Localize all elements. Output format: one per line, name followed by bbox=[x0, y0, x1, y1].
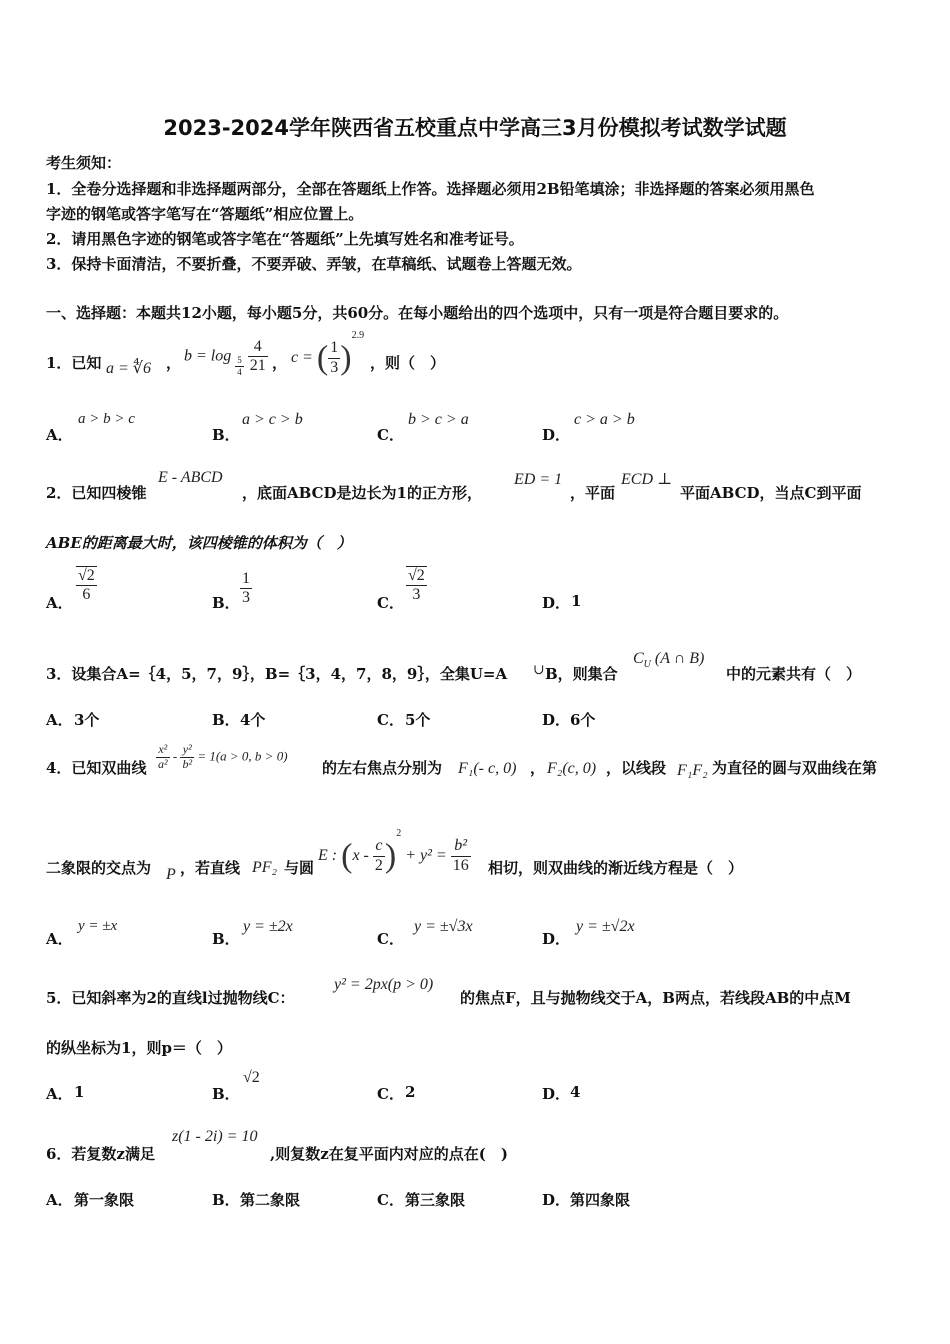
q4-f1: F₁(- c, 0) bbox=[458, 760, 517, 777]
notice-heading: 考生须知： bbox=[46, 154, 122, 172]
q4-line-2d: 相切，则双曲线的渐近线方程是（ ） bbox=[488, 859, 744, 877]
q1-b-expr: b = log $\frac{5}{4}$ $\frac{4}{21}$ bbox=[184, 338, 266, 377]
q6-option-c-letter[interactable]: C． bbox=[377, 1191, 404, 1209]
q2-stem-d: 平面ABCD，当点C到平面 bbox=[680, 484, 862, 502]
q1-option-b-letter[interactable]: B． bbox=[212, 426, 240, 444]
q1-b-base: $\frac{5}{4}$ bbox=[237, 355, 242, 377]
q5-stem-a: 5．已知斜率为2的直线l过抛物线C： bbox=[46, 989, 295, 1007]
q6-option-b-letter[interactable]: B． bbox=[212, 1191, 240, 1209]
q1-option-d[interactable]: c > a > b bbox=[574, 411, 635, 428]
q5-option-b[interactable]: √2 bbox=[243, 1069, 260, 1086]
q1-c-fraction: $\frac{1}{3}$ bbox=[330, 339, 339, 376]
q6-option-b[interactable]: 第二象限 bbox=[240, 1191, 301, 1209]
q1-option-d-letter[interactable]: D． bbox=[542, 426, 571, 444]
q4-option-c-letter[interactable]: C． bbox=[377, 930, 404, 948]
q4-stem-b: 的左右焦点分别为 bbox=[322, 759, 443, 777]
q6-option-a-letter[interactable]: A． bbox=[46, 1191, 73, 1209]
notice-line-2: 2．请用黑色字迹的钢笔或答字笔在“答题纸”上先填写姓名和准考证号。 bbox=[46, 230, 524, 248]
q4-line-2c: 与圆 bbox=[284, 859, 315, 877]
q4-option-b-letter[interactable]: B． bbox=[212, 930, 240, 948]
q3-union: ∪ bbox=[533, 663, 545, 678]
q4-hyperbola: $\frac{\text{x²}}{\text{a²}}$ - $\frac{\text{y²}}{\text{b²}}$ = 1(a > 0, b > 0) bbox=[158, 742, 288, 771]
q1-option-b[interactable]: a > c > b bbox=[242, 411, 303, 428]
q6-option-d-letter[interactable]: D． bbox=[542, 1191, 571, 1209]
q2-stem-a: 2．已知四棱锥 bbox=[46, 484, 147, 502]
notice-line-3: 3．保持卡面清洁，不要折叠，不要弄破、弄皱，在草稿纸、试题卷上答题无效。 bbox=[46, 255, 582, 273]
notice-line-1b: 字迹的钢笔或答字笔写在“答题纸”相应位置上。 bbox=[46, 205, 364, 223]
q6-expr: z(1 - 2i) = 10 bbox=[172, 1128, 258, 1145]
q5-line-2: 的纵坐标为1，则p＝（ ） bbox=[46, 1039, 232, 1057]
q2-option-a[interactable]: $\frac{√2}{6}$ bbox=[78, 567, 95, 604]
q6-option-d[interactable]: 第四象限 bbox=[570, 1191, 631, 1209]
q1-stem-c: ， bbox=[272, 354, 288, 372]
page-title: 2023-2024学年陕西省五校重点中学高三3月份模拟考试数学试题 bbox=[163, 116, 787, 140]
q2-option-d-letter[interactable]: D． bbox=[542, 594, 571, 612]
q1-option-a[interactable]: a > b > c bbox=[78, 411, 135, 427]
q3-option-b-letter[interactable]: B． bbox=[212, 711, 240, 729]
q3-option-c-letter[interactable]: C． bbox=[377, 711, 404, 729]
q2-option-c[interactable]: $\frac{√2}{3}$ bbox=[408, 567, 425, 604]
q4-circle: E : (x - $\frac{c}{2}$ )$^2$ + y² = $\frac{\text{b²}}{16}$ bbox=[318, 828, 469, 875]
q4-f2: F₂(c, 0) bbox=[547, 760, 597, 777]
q2-expr-2: ED = 1 bbox=[514, 471, 563, 488]
q3-option-b[interactable]: 4个 bbox=[240, 711, 266, 729]
q5-option-c[interactable]: 2 bbox=[405, 1083, 416, 1101]
q4-point-p: P bbox=[166, 866, 176, 883]
q6-stem-b: ,则复数z在复平面内对应的点在( ) bbox=[270, 1145, 508, 1163]
q2-stem-b: ，底面ABCD是边长为1的正方形， bbox=[242, 484, 482, 502]
q4-f1f2: F₁F₂ bbox=[677, 762, 708, 779]
q1-option-a-letter[interactable]: A． bbox=[46, 426, 73, 444]
q2-line-2: ABE的距离最大时，该四棱锥的体积为（ ） bbox=[46, 534, 352, 552]
q4-option-a-letter[interactable]: A． bbox=[46, 930, 73, 948]
q4-line-2b: ，若直线 bbox=[180, 859, 241, 877]
q4-stem-c: ， bbox=[530, 759, 546, 777]
q2-expr-3: ECD ⊥ bbox=[621, 471, 673, 488]
q4-option-d-letter[interactable]: D． bbox=[542, 930, 571, 948]
q2-option-a-letter[interactable]: A． bbox=[46, 594, 73, 612]
q6-option-c[interactable]: 第三象限 bbox=[405, 1191, 466, 1209]
q3-option-a-letter[interactable]: A． bbox=[46, 711, 73, 729]
q3-expr: $C_U$ (A ∩ B) bbox=[633, 650, 705, 671]
q5-stem-b: 的焦点F，且与抛物线交于A，B两点，若线段AB的中点M bbox=[460, 989, 851, 1007]
q4-stem-a: 4．已知双曲线 bbox=[46, 759, 147, 777]
q2-expr-1: E - ABCD bbox=[158, 469, 223, 486]
q3-stem-a: 3．设集合A=｛4，5，7，9｝，B=｛3，4，7，8，9｝，全集U=A bbox=[46, 665, 508, 683]
q1-b-fraction: $\frac{4}{21}$ bbox=[249, 338, 266, 375]
q3-option-d[interactable]: 6个 bbox=[570, 711, 596, 729]
q5-option-a-letter[interactable]: A． bbox=[46, 1085, 73, 1103]
q4-option-d[interactable]: y = ±√2x bbox=[576, 918, 635, 935]
q4-option-a[interactable]: y = ±x bbox=[78, 918, 118, 934]
q1-option-c[interactable]: b > c > a bbox=[408, 411, 469, 428]
q3-option-d-letter[interactable]: D． bbox=[542, 711, 571, 729]
q5-option-d[interactable]: 4 bbox=[570, 1083, 581, 1101]
q5-option-a[interactable]: 1 bbox=[74, 1083, 85, 1101]
q2-stem-c: ，平面 bbox=[570, 484, 616, 502]
q2-option-c-letter[interactable]: C． bbox=[377, 594, 404, 612]
q1-stem-end: ，则（ ） bbox=[370, 354, 446, 372]
q1-c-expr: c = ( $\frac{1}{3}$ )$^{2.9}$ bbox=[291, 330, 365, 377]
q3-option-c[interactable]: 5个 bbox=[405, 711, 431, 729]
q1-stem-a: 1．已知 bbox=[46, 354, 102, 372]
q5-option-d-letter[interactable]: D． bbox=[542, 1085, 571, 1103]
q5-expr: y² = 2px(p > 0) bbox=[334, 976, 434, 993]
q4-option-b[interactable]: y = ±2x bbox=[243, 918, 293, 935]
q5-option-b-letter[interactable]: B． bbox=[212, 1085, 240, 1103]
q6-option-a[interactable]: 第一象限 bbox=[74, 1191, 135, 1209]
q4-line-2a: 二象限的交点为 bbox=[46, 859, 152, 877]
q3-stem-b: B，则集合 bbox=[545, 665, 618, 683]
q2-option-b-letter[interactable]: B． bbox=[212, 594, 240, 612]
q4-pf2: PF₂ bbox=[252, 859, 278, 876]
q4-option-c[interactable]: y = ±√3x bbox=[414, 918, 473, 935]
q1-a-expr: a = ∜6 bbox=[106, 360, 151, 377]
q6-stem-a: 6．若复数z满足 bbox=[46, 1145, 155, 1163]
q3-stem-c: 中的元素共有（ ） bbox=[726, 665, 862, 683]
q5-option-c-letter[interactable]: C． bbox=[377, 1085, 404, 1103]
section-heading: 一、选择题：本题共12小题，每小题5分，共60分。在每小题给出的四个选项中，只有一项是符合题目要求的。 bbox=[46, 304, 789, 322]
q1-option-c-letter[interactable]: C． bbox=[377, 426, 404, 444]
q1-stem-b: ， bbox=[166, 354, 182, 372]
q3-option-a[interactable]: 3个 bbox=[74, 711, 100, 729]
notice-line-1a: 1．全卷分选择题和非选择题两部分，全部在答题纸上作答。选择题必须用2B铅笔填涂；非选择题的答案必须用黑色 bbox=[46, 180, 815, 198]
q4-stem-e: 为直径的圆与双曲线在第 bbox=[712, 759, 878, 777]
q2-option-b[interactable]: $\frac{1}{3}$ bbox=[242, 570, 250, 607]
q4-stem-d: ，以线段 bbox=[606, 759, 667, 777]
q2-option-d[interactable]: 1 bbox=[571, 592, 582, 610]
